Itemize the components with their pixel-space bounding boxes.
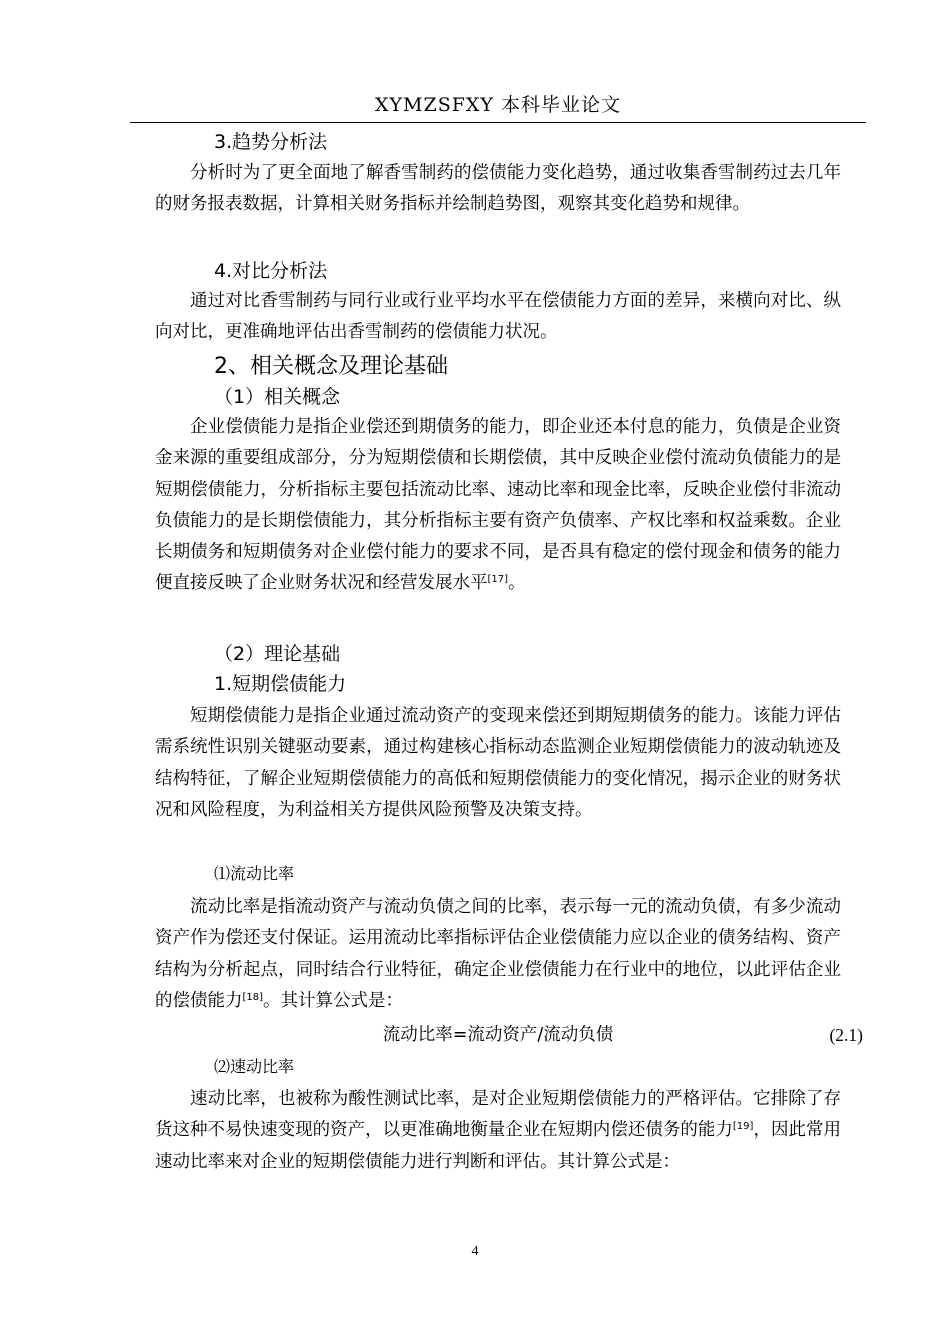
trend-analysis-heading: 3.趋势分析法 [214,131,328,153]
formula-text: 流动比率=流动资产/流动负债 [382,1025,614,1045]
concept-paragraph [155,412,841,600]
quick-ratio-heading: ⑵速动比率 [214,1057,295,1076]
section-heading: 2、相关概念及理论基础 [214,354,448,379]
quick-ratio-tail: ，因此常用速动比率来对企业的短期偿债能力进行判断和评估。其计算公式是： [155,1120,841,1172]
header-rule [130,122,866,123]
citation-18: [18] [242,991,264,1003]
comparative-analysis-heading: 4.对比分析法 [214,260,328,282]
short-term-solvency-heading: 1.短期偿债能力 [214,673,347,695]
quick-ratio-paragraph [155,1084,841,1178]
current-ratio-paragraph [155,892,841,1017]
current-ratio-text: 流动比率是指流动资产与流动负债之间的比率，表示每一元的流动负债，有多少流动资产作为偿还支付保证。运用流动比率指标评估企业偿债能力应以企业的债务结构、资产结构为分析起点，同时结合行业特征，确定企业偿债能力在行业中的地位，以此评估企业的偿债能力 [155,897,841,1011]
citation-17: [17] [487,574,509,586]
quick-ratio-text: 速动比率，也被称为酸性测试比率，是对企业短期偿债能力的严格评估。它排除了存货这种不易快速变现的资产，以更准确地衡量企业在短期内偿还债务的能力 [155,1089,841,1141]
trend-analysis-paragraph: 分析时为了更全面地了解香雪制药的偿债能力变化趋势，通过收集香雪制药过去几年的财务报表数据，计算相关财务指标并绘制趋势图，观察其变化趋势和规律。 [155,163,841,215]
concept-paragraph-tail: 。 [508,573,526,594]
concept-heading: （1）相关概念 [214,386,341,408]
citation-19: [19] [732,1121,754,1133]
concept-paragraph-text: 企业偿债能力是指企业偿还到期债务的能力，即企业还本付息的能力，负债是企业资金来源的重要组成部分，分为短期偿债和长期偿债，其中反映企业偿付流动负债能力的是短期偿债能力，分析指标主要包括流动比率、速动比率和现金比率，反映企业偿付非流动负债能力的是长期偿债能力，其分析指标主要有资产负债率、产权比率和权益乘数。企业长期债务和短期债务对企业偿付能力的要求不同，是否具有稳定的偿付现金和债务的能力便直接反映了企业财务状况和经营发展水平 [155,417,841,594]
formula-2-1 [155,1020,863,1050]
comparative-analysis-paragraph: 通过对比香雪制药与同行业或行业平均水平在偿债能力方面的差异，来横向对比、纵向对比，更准确地评估出香雪制药的偿债能力状况。 [155,291,841,343]
page-header-title: XYMZSFXY 本科毕业论文 [374,94,622,116]
short-term-solvency-paragraph: 短期偿债能力是指企业通过流动资产的变现来偿还到期短期债务的能力。该能力评估需系统性识别关键驱动要素，通过构建核心指标动态监测企业短期偿债能力的波动轨迹及结构特征，了解企业短期偿债能力的高低和短期偿债能力的变化情况，揭示企业的财务状况和风险程度，为利益相关方提供风险预警及决策支持。 [155,706,841,820]
current-ratio-tail: 。其计算公式是： [263,990,404,1011]
theory-heading: （2）理论基础 [214,643,341,665]
formula-number: (2.1) [829,1025,863,1045]
current-ratio-heading: ⑴流动比率 [214,864,295,883]
page-number: 4 [471,1244,479,1259]
